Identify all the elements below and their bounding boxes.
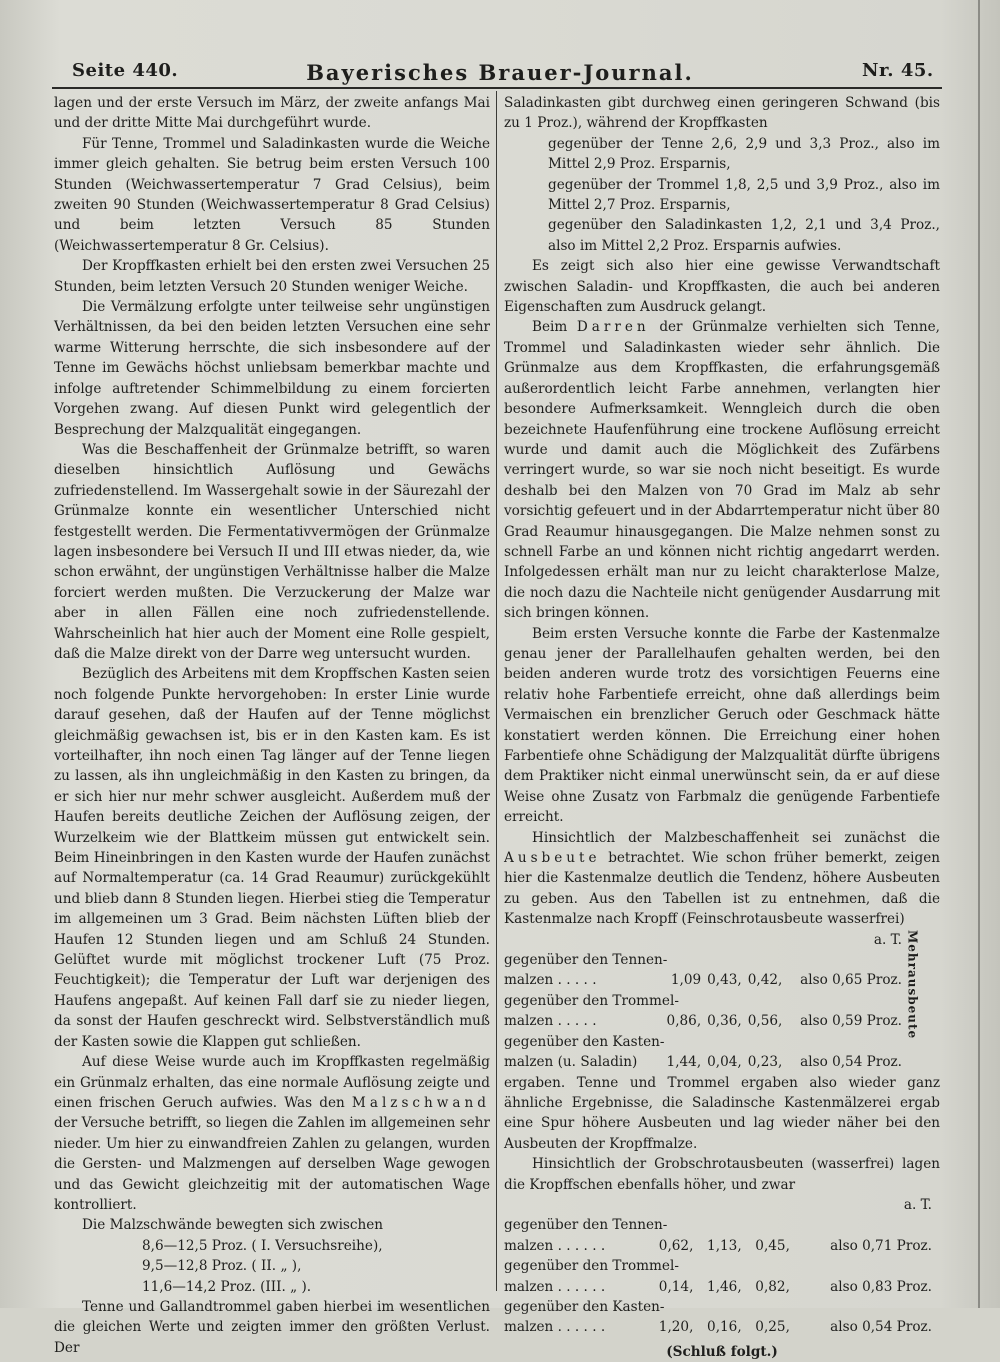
journal-title: Bayerisches Brauer-Journal.: [306, 60, 694, 85]
table-row: malzen . . . . . . 0,14, 1,46, 0,82, also 0,83 Proz.: [504, 1278, 932, 1295]
emphasis: Malzschwand: [351, 1094, 490, 1111]
paragraph: Beim ersten Versuche konnte die Farbe der Kastenmalze genau jener der Parallelhaufen gehalten werden, bei den beiden anderen wurde trotz des vorsichtigen Feuerns eine relativ hohe Farbentiefe erreicht, ohne daß allerdings beim Vermaischen ein brenzlicher Geruch oder Geschmack hätte konstatiert werden können. Die Erreichung einer hohen Farbentiefe ohne Schädigung der Malzqualität dürfte übrigens dem Praktiker nicht einmal unerwünscht sein, da er auf diese Weise ohne Zusatz von Farbmalz die genügende Farbentiefe erreicht.: [504, 625, 940, 826]
paragraph: Die Malzschwände bewegten sich zwischen: [82, 1217, 384, 1234]
paragraph: ergaben. Tenne und Trommel ergaben also wieder ganz ähnliche Ergebnisse, die Saladinsche Kastenmälzerei ergab eine Spur höhere Ausbeuten und lag wieder näher bei den Ausbeuten der Kropffmalze.: [504, 1074, 940, 1152]
paragraph: Was die Beschaffenheit der Grünmalze betrifft, so waren dieselben hinsichtlich Auflösung und Gewächs zufriedenstellend. Im Wassergehalt sowie in der Säurezahl der Grünmalze konnte ein wesentlicher Unterschied nicht festgestellt werden. Die Fermentativvermögen der Grünmalze lagen insbesondere bei Versuch II und III etwas nieder, da, wie schon erwähnt, der ungünstigen Verhältnisse halber die Malze forciert werden mußten. Die Verzuckerung der Malze war aber in allen Fällen eine noch zufriedenstellende. Wahrscheinlich hat hier auch der Moment eine Rolle gespielt, daß die Malze direkt von der Darre weg untersucht wurden.: [54, 441, 490, 662]
page-number: Seite 440.: [72, 60, 179, 81]
feinschrot-table: [504, 930, 932, 1073]
paragraph: Es zeigt sich also hier eine gewisse Verwandtschaft zwischen Saladin- und Kropffkasten, die auch bei anderen Eigenschaften zum Ausdruck gelangt.: [504, 258, 940, 316]
list-item: 8,6—12,5 Proz. ( I. Versuchsreihe),: [142, 1237, 383, 1254]
paragraph: Tenne und Gallandtrommel gaben hierbei im wesentlichen die gleichen Werte und zeigten immer den größten Verlust. Der: [54, 1298, 490, 1356]
malzschwand-list: [54, 1236, 490, 1297]
paragraph: Hinsichtlich der Malzbeschaffenheit sei zunächst die Ausbeute betrachtet. Wie schon früher bemerkt, zeigen hier die Kastenmalze deutlich die Tendenz, höhere Ausbeuten zu geben. Aus den Tabellen ist zu entnehmen, daß die Kastenmalze nach Kropff (Feinschrotausbeute wasserfrei): [504, 829, 940, 928]
table-head: a. T.: [903, 1196, 932, 1213]
indented-line: gegenüber der Trommel 1,8, 2,5 und 3,9 Proz., also im Mittel 2,7 Proz. Ersparnis,: [548, 176, 940, 214]
paragraph: Hinsichtlich der Grobschrotausbeuten (wasserfrei) lagen die Kropffschen ebenfalls höher, und zwar: [504, 1156, 940, 1193]
table-row: malzen (u. Saladin) 1,44, 0,04, 0,23, also 0,54 Proz.: [504, 1054, 902, 1071]
table-row: malzen . . . . . . 0,62, 1,13, 0,45, also 0,71 Proz.: [504, 1237, 932, 1254]
paragraph: Saladinkasten gibt durchweg einen geringeren Schwand (bis zu 1 Proz.), während der Kropffkasten: [504, 95, 940, 132]
paragraph: Beim Darren der Grünmalze verhielten sich Tenne, Trommel und Saladinkasten wieder sehr ähnlich. Die Grünmalze aus dem Kropffkasten, die erfahrungsgemäß außerordentlich leicht Farbe annehmen, verlangten hier besondere Aufmerksamkeit. Wenngleich durch die oben bezeichnete Haufenführung eine trockene Auflösung erreicht wurde und damit auch die Möglichkeit des Zufärbens verringert wurde, so war sie noch nicht beseitigt. Es wurde deshalb bei den Malzen von 70 Grad im Malz ab sehr vorsichtig gefeuert und in der Abdarrtemperatur nicht über 80 Grad Reaumur hinausgegangen. Die Malze nehmen sonst zu schnell Farbe an und können nicht richtig angedarrt werden. Infolgedessen erhält man nur zu leicht charakterlose Malze, die noch dazu die Nachteile nicht genügender Ausdarrung mit sich bringen können.: [504, 319, 940, 622]
paragraph: Die Vermälzung erfolgte unter teilweise sehr ungünstigen Verhältnissen, da bei den beiden letzten Versuchen eine sehr warme Witterung herrschte, die sich insbesondere auf der Tenne im Gewächs höchst unliebsam bemerkbar machte und infolge auftretender Schimmelbildung zu einem forcierten Vorgehen zwang. Auf diesen Punkt wird gelegentlich der Besprechung der Malzqualität eingegangen.: [54, 299, 490, 438]
side-label: Mehrausbeute: [905, 929, 920, 1039]
paragraph: lagen und der erste Versuch im März, der zweite anfangs Mai und der dritte Mitte Mai durchgeführt wurde.: [54, 95, 490, 132]
grobschrot-table: [504, 1195, 932, 1338]
issue-number: Nr. 45.: [862, 60, 934, 81]
indented-line: gegenüber der Tenne 2,6, 2,9 und 3,3 Proz., also im Mittel 2,9 Proz. Ersparnis,: [548, 135, 940, 173]
table-row: gegenüber den Tennen-: [504, 952, 668, 969]
page-edge: [978, 0, 980, 1308]
table-row: gegenüber den Kasten-: [504, 1298, 665, 1315]
table-row: gegenüber den Trommel-: [504, 992, 679, 1009]
left-column: [54, 93, 490, 1358]
table-row: malzen . . . . . 0,86, 0,36, 0,56, also 0,59 Proz.: [504, 1013, 902, 1030]
paragraph: Auf diese Weise wurde auch im Kropffkasten regelmäßig ein Grünmalz erhalten, das eine normale Auflösung zeigte und einen frischen Geruch aufwies. Was den Malzschwand der Versuche betrifft, so liegen die Zahlen im allgemeinen sehr nieder. Um hier zu einwandfreien Zahlen zu gelangen, wurden die Gersten- und Malzmengen auf derselben Wage gewogen und das Gewicht gleichzeitig mit der automatischen Wage kontrolliert.: [54, 1054, 490, 1213]
emphasis: Ausbeute: [504, 850, 601, 867]
table-row: gegenüber den Tennen-: [504, 1217, 668, 1234]
right-column: [504, 93, 940, 1362]
table-row: malzen . . . . . . 1,20, 0,16, 0,25, also 0,54 Proz.: [504, 1319, 932, 1336]
closing-note: (Schluß folgt.): [666, 1343, 778, 1360]
list-item: 9,5—12,8 Proz. ( II. „ ),: [142, 1258, 302, 1275]
table-row: gegenüber den Trommel-: [504, 1258, 679, 1275]
table-row: gegenüber den Kasten-: [504, 1033, 665, 1050]
emphasis: Darren: [576, 319, 650, 336]
paragraph: Bezüglich des Arbeitens mit dem Kropffschen Kasten seien noch folgende Punkte hervorgehoben: In erster Linie wurde darauf gesehen, daß der Haufen auf der Tenne möglichst gleichmäßig gewachsen ist, bis er in den Kasten kam. Es ist vorteilhafter, ihn noch einen Tag länger auf der Tenne liegen zu lassen, als ihn ungleichmäßig in den Kasten zu bringen, da er sich hier nur mehr schwer ausgleicht. Außerdem muß der Haufen bereits deutliche Zeichen der Auflösung zeigen, der Wurzelkeim wie der Blattkeim müssen gut entwickelt sein. Beim Hineinbringen in den Kasten wurde der Haufen zunächst auf Normaltemperatur (ca. 14 Grad Reaumur) zurückgekühlt und blieb dann 8 Stunden liegen. Hierbei stieg die Temperatur im allgemeinen um 3 Grad. Beim nächsten Lüften blieb der Haufen 12 Stunden liegen und am Schluß 24 Stunden. Gelüftet wurde mit möglichst trockener Luft (75 Proz. Feuchtigkeit); die Temperatur der Luft war derjenigen des Haufens angepaßt. Auf keinen Fall darf sie zu nieder liegen, da sonst der Haufen geschreckt wird. Selbstverständlich muß der Kasten sowie die Klappen gut schließen.: [54, 666, 490, 1050]
list-item: 11,6—14,2 Proz. (III. „ ).: [142, 1278, 312, 1295]
indented-line: gegenüber den Saladinkasten 1,2, 2,1 und 3,4 Proz., also im Mittel 2,2 Proz. Ersparnis aufwies.: [548, 217, 940, 254]
paragraph: Für Tenne, Trommel und Saladinkasten wurde die Weiche immer gleich gehalten. Sie betrug beim ersten Versuch 100 Stunden (Weichwassertemperatur 7 Grad Celsius), beim zweiten 90 Stunden (Weichwassertemperatur 8 Grad Celsius) und beim letzten Versuch 85 Stunden (Weichwassertemperatur 8 Gr. Celsius).: [54, 135, 490, 254]
header-rule: [52, 87, 942, 89]
paragraph: Der Kropffkasten erhielt bei den ersten zwei Versuchen 25 Stunden, beim letzten Versuch 20 Stunden weniger Weiche.: [54, 258, 490, 295]
table-row: malzen . . . . . 1,09 0,43, 0,42, also 0,65 Proz.: [504, 972, 902, 989]
table-head: a. T.: [873, 931, 902, 948]
column-divider: [496, 91, 497, 1291]
